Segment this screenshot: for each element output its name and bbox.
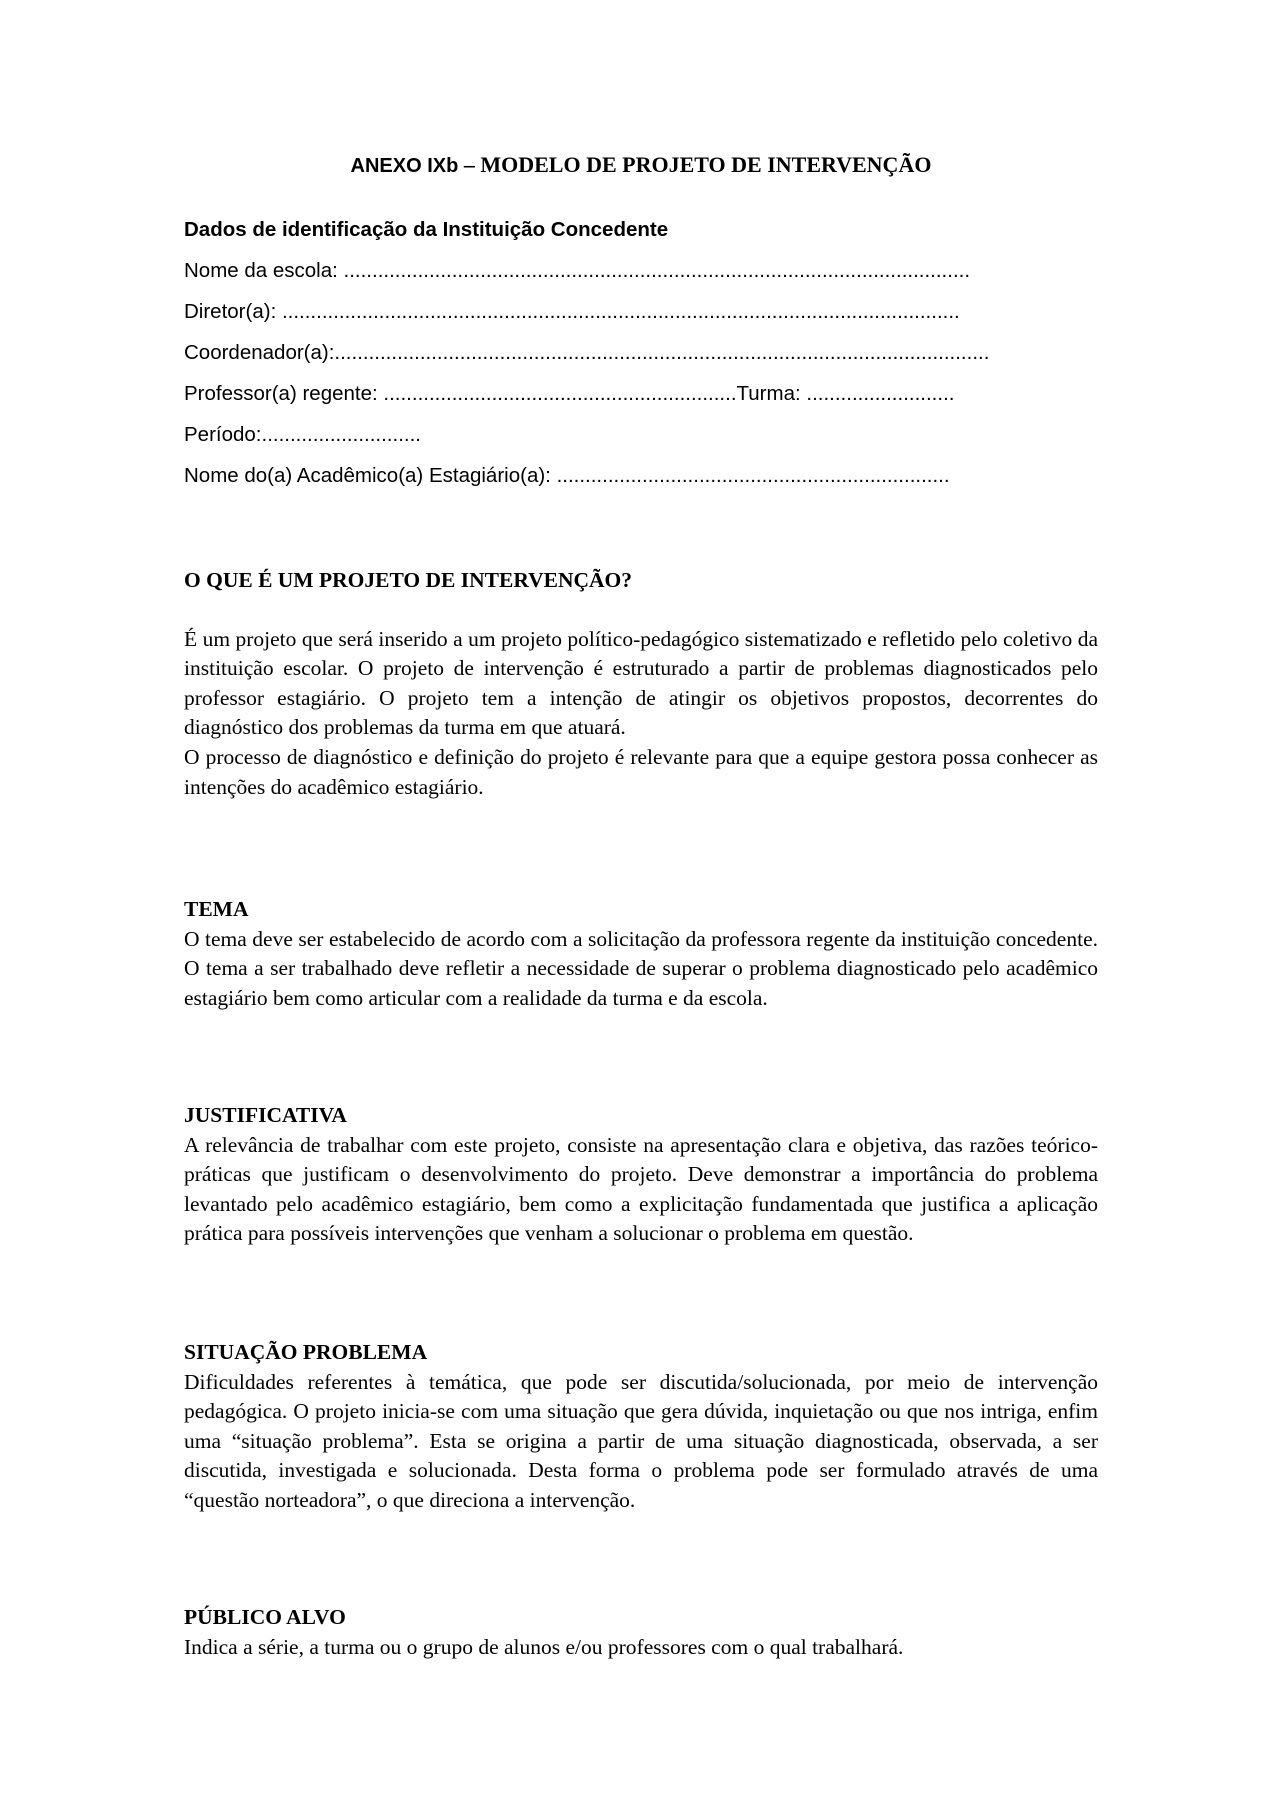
coordinator-field: Coordenador(a):................................................................................................................... — [184, 341, 990, 364]
section-justificativa — [184, 1101, 1098, 1249]
section-title-tema: TEMA — [184, 897, 249, 921]
school-name-field: Nome da escola: .............................................................................................................. — [184, 259, 971, 282]
period-field: Período:............................ — [184, 423, 421, 446]
section-title-what-is: O QUE É UM PROJETO DE INTERVENÇÃO? — [184, 568, 633, 592]
title-prefix: ANEXO IXb — [350, 155, 459, 177]
section-title-publico-alvo: PÚBLICO ALVO — [184, 1605, 346, 1629]
student-field: Nome do(a) Acadêmico(a) Estagiário(a): ..................................................................... — [184, 464, 950, 487]
section-what-is-paragraph-1: É um projeto que será inserido a um projeto político-pedagógico sistematizado e refletido pelo coletivo da instituição escolar. O projeto de intervenção é estruturado a partir de problemas diagnosticados pelo professor estagiário. O projeto tem a intenção de atingir os objetivos propostos, decorrentes do diagnóstico dos problemas da turma em que atuará. — [184, 626, 1098, 740]
section-tema-paragraph: O tema deve ser estabelecido de acordo com a solicitação da professora regente da instituição concedente. O tema a ser trabalhado deve refletir a necessidade de superar o problema diagnosticado pelo acadêmico estagiário bem como articular com a realidade da turma e da escola. — [184, 926, 1098, 1010]
section-title-situacao-problema: SITUAÇÃO PROBLEMA — [184, 1340, 428, 1364]
section-tema — [184, 895, 1098, 1013]
director-field: Diretor(a): ....................................................................................................................... — [184, 300, 960, 323]
section-situacao-problema-paragraph: Dificuldades referentes à temática, que pode ser discutida/solucionada, por meio de intervenção pedagógica. O projeto inicia-se com uma situação que gera dúvida, inquietação ou que nos intriga, enfim uma “situação problema”. Esta se origina a partir de uma situação diagnosticada, observada, a ser discutida, investigada e solucionada. Desta forma o problema pode ser formulado através de uma “questão norteadora”, o que direciona a intervenção. — [184, 1369, 1098, 1512]
section-justificativa-paragraph: A relevância de trabalhar com este projeto, consiste na apresentação clara e objetiva, das razões teórico-práticas que justificam o desenvolvimento do projeto. Deve demonstrar a importância do problema levantado pelo acadêmico estagiário, bem como a explicitação fundamentada que justifica a aplicação prática para possíveis intervenções que venham a solucionar o problema em questão. — [184, 1132, 1098, 1246]
section-what-is-paragraph-2: O processo de diagnóstico e definição do projeto é relevante para que a equipe gestora possa conhecer as intenções do acadêmico estagiário. — [184, 744, 1098, 799]
section-situacao-problema — [184, 1338, 1098, 1516]
title-rest: – MODELO DE PROJETO DE INTERVENÇÃO — [458, 152, 932, 177]
section-publico-alvo — [184, 1603, 1098, 1662]
section-what-is — [184, 566, 1098, 802]
identification-heading: Dados de identificação da Instituição Concedente — [184, 218, 669, 241]
section-title-justificativa: JUSTIFICATIVA — [184, 1103, 347, 1127]
section-publico-alvo-paragraph: Indica a série, a turma ou o grupo de alunos e/ou professores com o qual trabalhará. — [184, 1634, 904, 1659]
teacher-class-field: Professor(a) regente: ..............................................................Turma: .......................... — [184, 382, 955, 405]
identification-block — [184, 214, 1098, 501]
document-title — [184, 152, 1098, 178]
